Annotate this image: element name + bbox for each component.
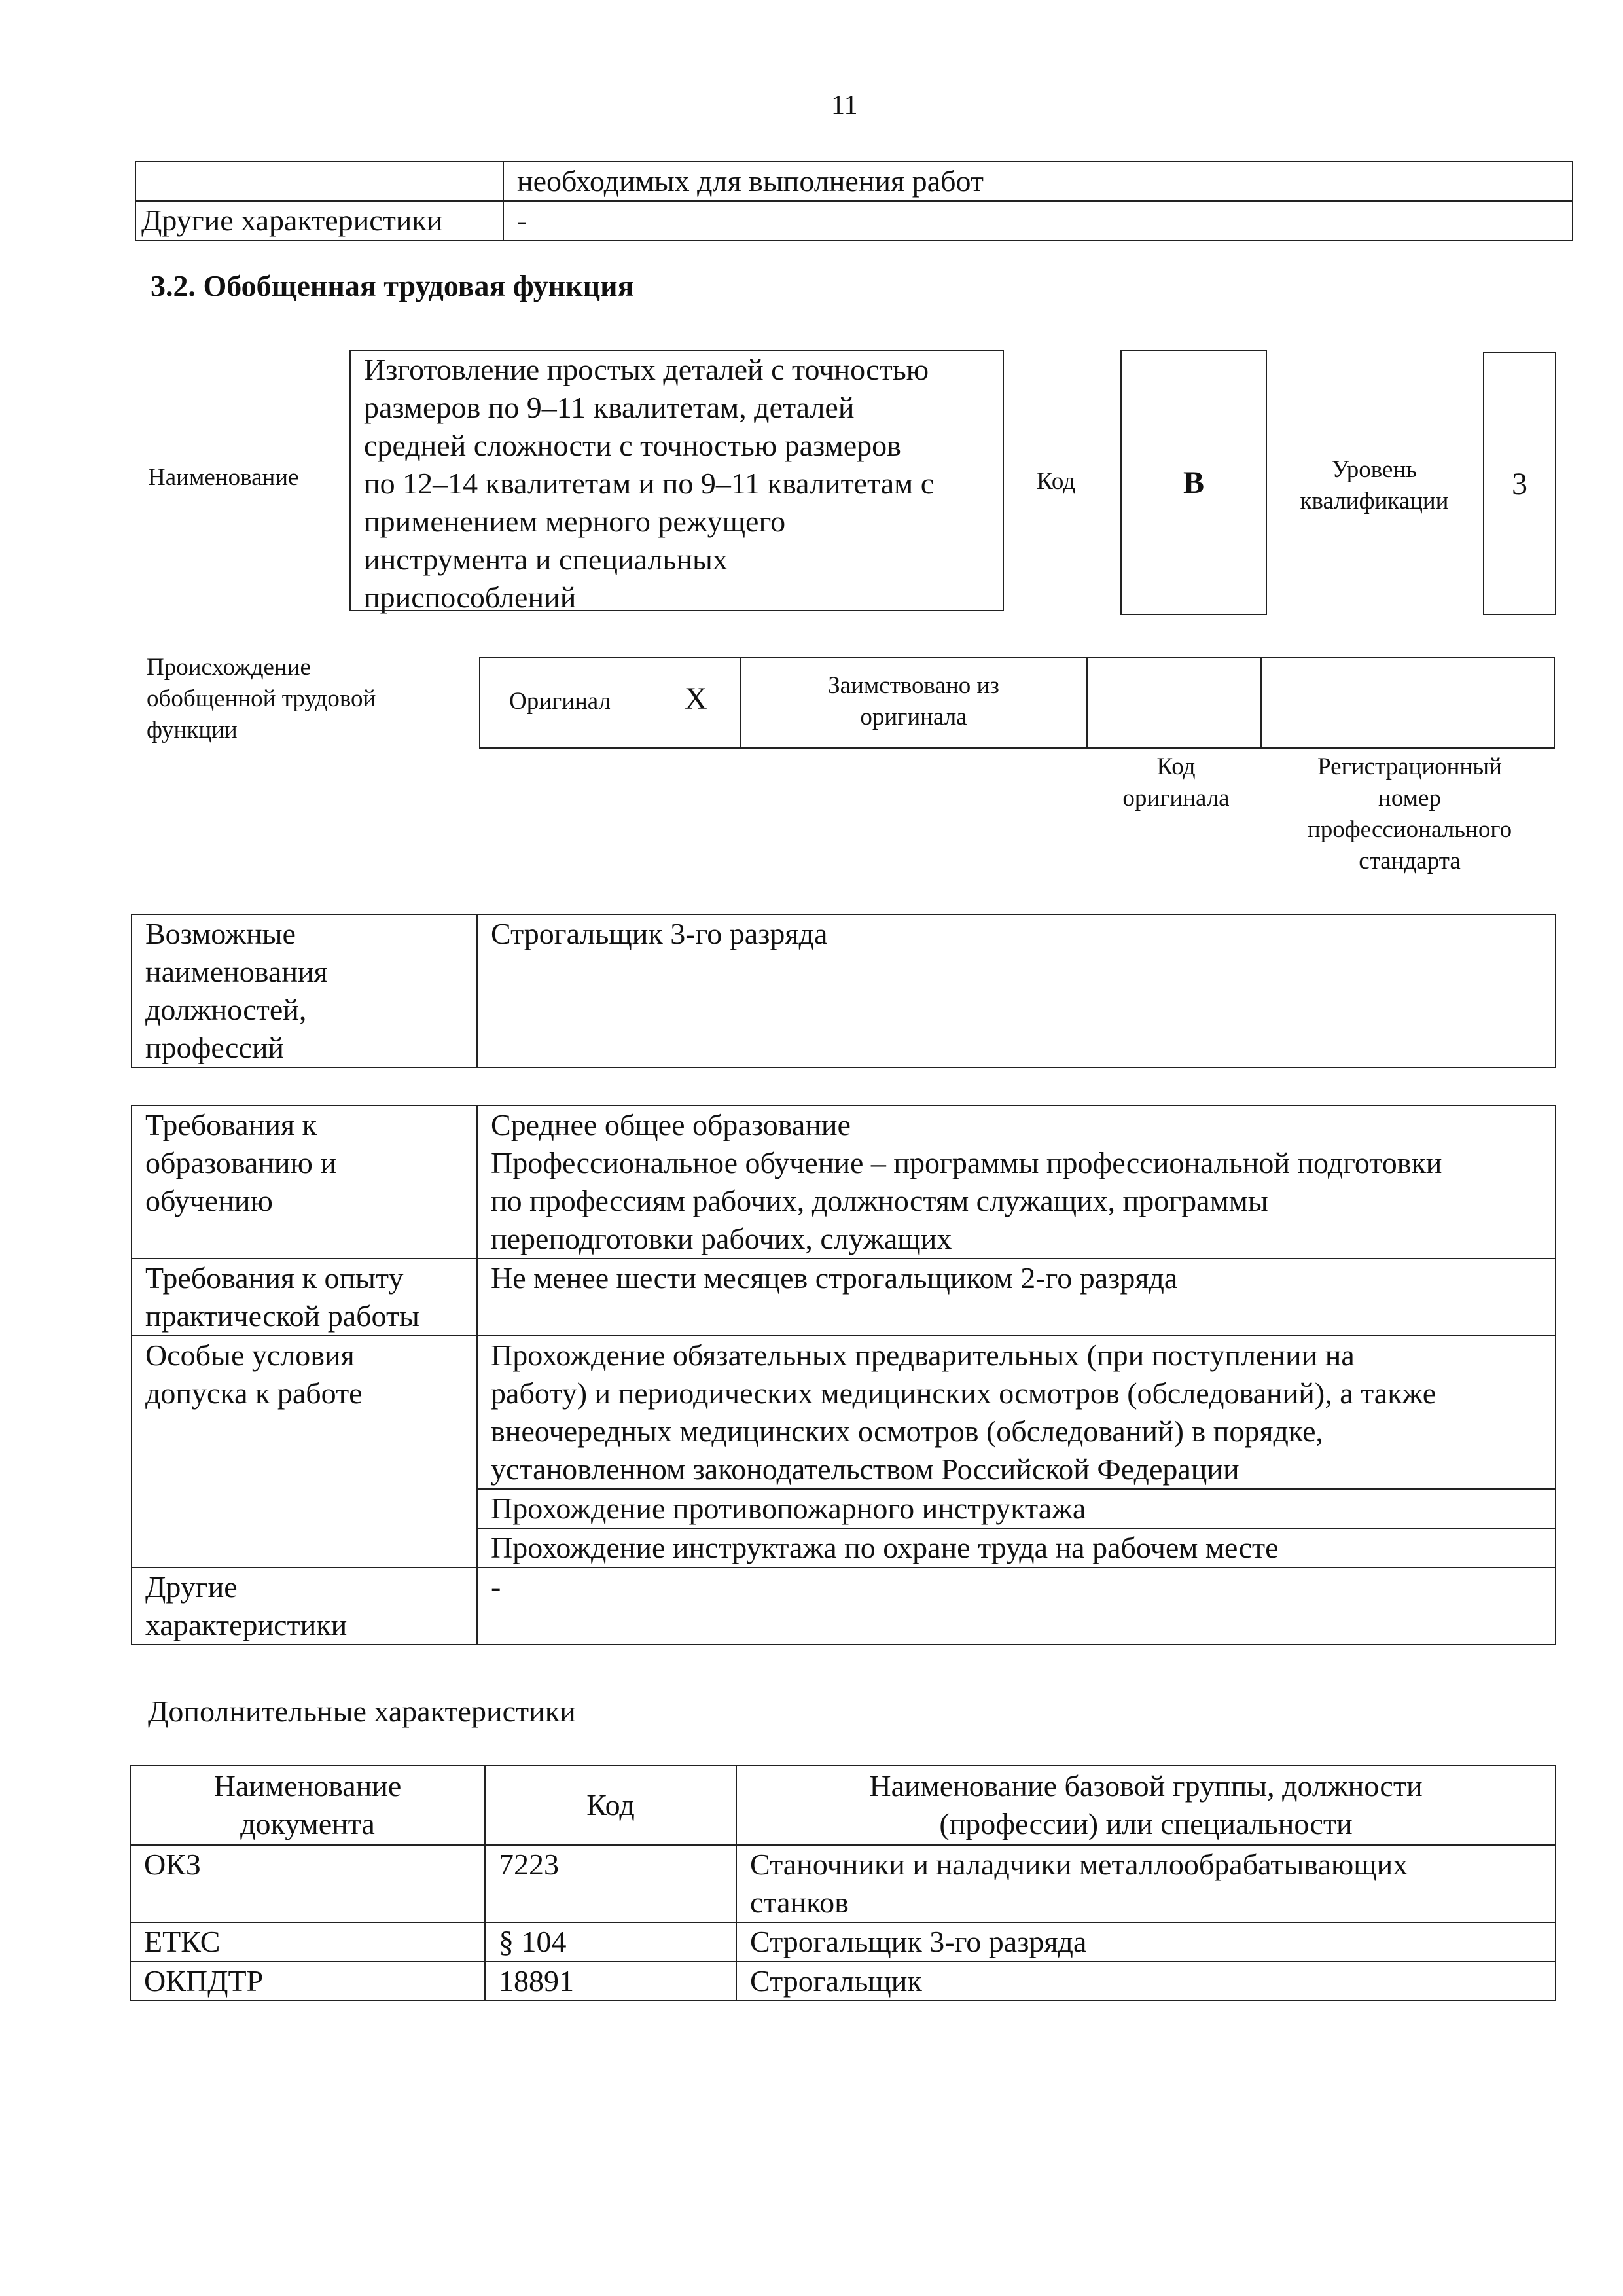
level-label-line: квалификации [1300, 488, 1449, 514]
education-value-cell [477, 1105, 1556, 1259]
label-line: Другие [145, 1570, 238, 1604]
level-label [1283, 454, 1466, 517]
top-table-value-cell: - [503, 201, 1573, 240]
label-line: наименования [145, 955, 328, 988]
name-label: Наименование [148, 464, 299, 491]
code-label: Код [1037, 468, 1076, 495]
group-line: Строгальщик [750, 1964, 922, 1998]
value-line: Профессиональное обучение – программы профессиональной подготовки [491, 1146, 1442, 1179]
label-line: практической работы [145, 1299, 419, 1333]
caption-line: номер [1378, 785, 1441, 812]
level-value: 3 [1512, 466, 1527, 501]
top-table-value-cell: необходимых для выполнения работ [503, 162, 1573, 201]
origin-label-line: функции [147, 717, 238, 744]
additional-table [130, 1765, 1556, 2001]
group-line: станков [750, 1886, 849, 1919]
header-group-cell [736, 1765, 1556, 1845]
code-cell: § 104 [485, 1922, 736, 1962]
function-name-line: Изготовление простых деталей с точностью [364, 353, 929, 386]
value-line: установленном законодательством Российской Федерации [491, 1452, 1240, 1486]
function-name-line: по 12–14 квалитетам и по 9–11 квалитетам с [364, 467, 935, 500]
function-name-line: применением мерного режущего [364, 505, 786, 538]
value-line: по профессиям рабочих, должностям служащих, программы [491, 1184, 1268, 1217]
experience-value-cell: Не менее шести месяцев строгальщиком 2-го разряда [477, 1259, 1556, 1336]
education-label-cell [132, 1105, 477, 1259]
origin-label [147, 652, 376, 746]
experience-label-cell [132, 1259, 477, 1336]
label-line: образованию и [145, 1146, 336, 1179]
label-line: Возможные [145, 917, 296, 950]
value-line: внеочередных медицинских осмотров (обследований) в порядке, [491, 1414, 1324, 1448]
special-value-cell: Прохождение противопожарного инструктажа [477, 1489, 1556, 1528]
code-cell: 18891 [485, 1962, 736, 2001]
additional-title: Дополнительные характеристики [148, 1695, 576, 1728]
positions-label-cell [132, 914, 477, 1067]
page-number: 11 [831, 90, 858, 120]
code-cell: 7223 [485, 1845, 736, 1922]
header-line: Наименование [213, 1769, 402, 1803]
doc-cell: ЕТКС [130, 1922, 485, 1962]
header-line: Наименование базовой группы, должности [869, 1769, 1423, 1803]
label-line: Требования к опыту [145, 1261, 404, 1295]
top-table-label-cell: Другие характеристики [135, 201, 503, 240]
reg-number-caption [1266, 751, 1554, 877]
origin-divider [1260, 658, 1262, 747]
origin-label-line: обобщенной трудовой [147, 685, 376, 712]
group-cell [736, 1845, 1556, 1922]
special-label-cell [132, 1336, 477, 1568]
header-code-cell: Код [485, 1765, 736, 1845]
caption-line: Код [1156, 753, 1196, 780]
origin-divider [1086, 658, 1088, 747]
code-value-box [1120, 350, 1267, 615]
label-line: обучению [145, 1184, 273, 1217]
top-table-label-cell [135, 162, 503, 201]
table-row [130, 1922, 1556, 1962]
header-line: (профессии) или специальности [939, 1807, 1353, 1840]
header-line: документа [240, 1807, 375, 1840]
origin-label-line: Происхождение [147, 654, 311, 681]
label-line: профессий [145, 1031, 285, 1064]
code-value: В [1183, 465, 1204, 500]
origin-table [479, 657, 1555, 749]
header-doc-cell [130, 1765, 485, 1845]
value-line: работу) и периодических медицинских осмотров (обследований), а также [491, 1376, 1436, 1410]
other-label-cell [132, 1568, 477, 1645]
borrowed-label-line: оригинала [860, 704, 967, 730]
function-name-line: приспособлений [364, 581, 577, 614]
function-name-line: средней сложности с точностью размеров [364, 429, 901, 462]
group-cell [736, 1922, 1556, 1962]
level-value-box [1483, 352, 1556, 615]
label-line: Особые условия [145, 1338, 355, 1372]
level-label-line: Уровень [1331, 456, 1418, 483]
value-line: переподготовки рабочих, служащих [491, 1222, 952, 1255]
borrowed-label [741, 670, 1086, 733]
caption-line: стандарта [1359, 848, 1461, 874]
requirements-table [131, 1105, 1556, 1645]
caption-line: Регистрационный [1317, 753, 1502, 780]
label-line: характеристики [145, 1608, 348, 1641]
group-line: Строгальщик 3-го разряда [750, 1925, 1087, 1958]
original-label: Оригинал [509, 688, 611, 715]
special-value-cell [477, 1336, 1556, 1489]
group-cell [736, 1962, 1556, 2001]
caption-line: профессионального [1307, 816, 1512, 843]
table-row [130, 1845, 1556, 1922]
value-line: Прохождение обязательных предварительных (при поступлении на [491, 1338, 1355, 1372]
label-line: допуска к работе [145, 1376, 363, 1410]
positions-value-cell: Строгальщик 3-го разряда [477, 914, 1556, 1067]
label-line: должностей, [145, 993, 307, 1026]
code-original-caption [1086, 751, 1266, 814]
original-mark: X [685, 681, 707, 716]
caption-line: оригинала [1122, 785, 1230, 812]
doc-cell: ОКПДТР [130, 1962, 485, 2001]
special-value-cell: Прохождение инструктажа по охране труда на рабочем месте [477, 1528, 1556, 1568]
doc-cell: ОКЗ [130, 1845, 485, 1922]
label-line: Требования к [145, 1108, 317, 1141]
group-line: Станочники и наладчики металлообрабатывающих [750, 1848, 1408, 1881]
section-title: 3.2. Обобщенная трудовая функция [151, 269, 634, 302]
value-line: Среднее общее образование [491, 1108, 851, 1141]
positions-table [131, 914, 1556, 1068]
borrowed-label-line: Заимствовано из [828, 672, 999, 699]
function-name-line: размеров по 9–11 квалитетам, деталей [364, 391, 855, 424]
table-row [130, 1962, 1556, 2001]
top-table [135, 161, 1573, 241]
other-value-cell: - [477, 1568, 1556, 1645]
function-name-line: инструмента и специальных [364, 543, 728, 576]
function-name-box [349, 350, 1004, 614]
